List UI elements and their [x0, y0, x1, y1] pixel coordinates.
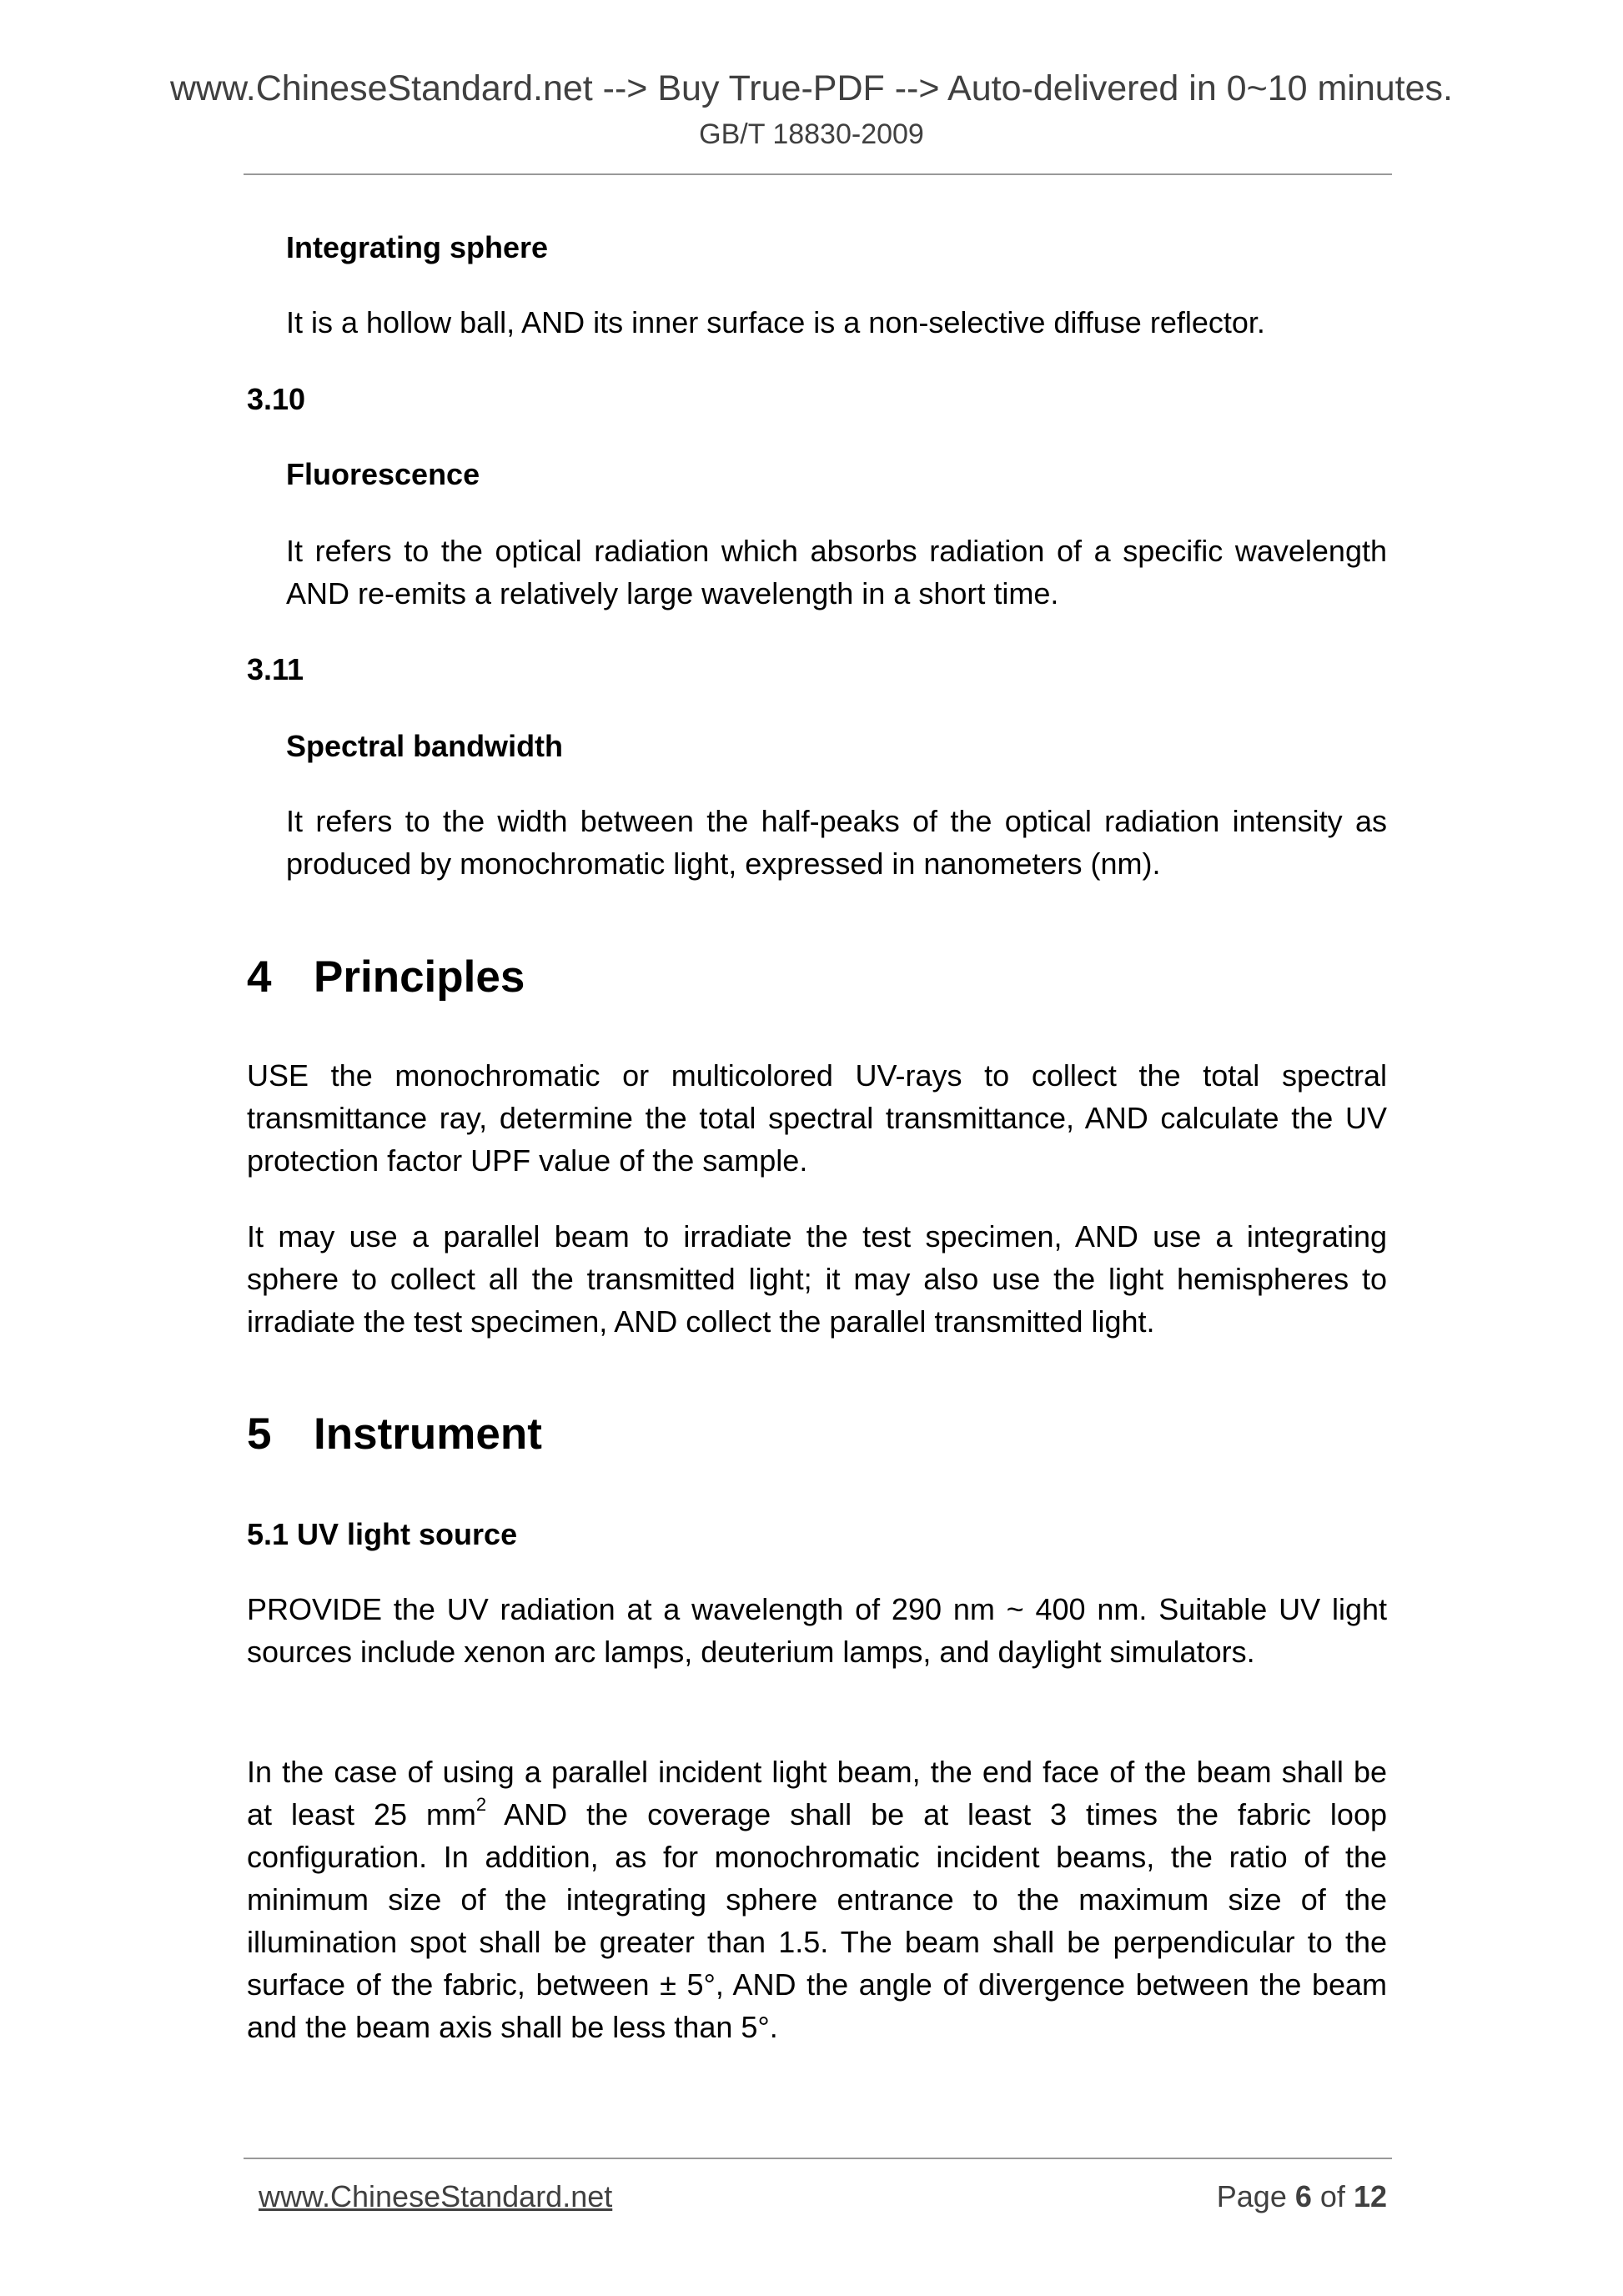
heading-title: Principles — [314, 952, 525, 1002]
superscript: 2 — [475, 1794, 487, 1815]
footer-website-link[interactable]: www.ChineseStandard.net — [259, 2179, 613, 2213]
page-total: 12 — [1353, 2179, 1387, 2213]
header-divider — [244, 173, 1392, 175]
definition-fluorescence: It refers to the optical radiation which absorbs radiation of a specific wavelength AND re-emits a relatively large wavelength in a short time. — [286, 534, 1387, 610]
text: In the case of using a parallel incident light beam, the end face of the beam shall be at least 25 mm — [247, 1755, 1387, 1831]
clause-number-3-11: 3.11 — [247, 652, 304, 686]
definition-integrating-sphere: It is a hollow ball, AND its inner surface is a non-selective diffuse reflector. — [286, 305, 1265, 339]
heading-number: 5 — [247, 1409, 272, 1459]
heading-title: Instrument — [314, 1409, 542, 1459]
subheading-uv-light-source: 5.1 UV light source — [247, 1517, 518, 1551]
heading-number: 4 — [247, 952, 272, 1002]
page-prefix: Page — [1216, 2179, 1287, 2213]
clause-number-3-10: 3.10 — [247, 382, 306, 416]
header-banner: www.ChineseStandard.net --> Buy True-PDF --> Auto-delivered in 0~10 minutes. — [169, 68, 1453, 108]
uv-source-paragraph-2 — [247, 1751, 1387, 2048]
standard-code: GB/T 18830-2009 — [699, 118, 924, 150]
page-indicator — [1217, 2178, 1387, 2215]
principles-paragraph-1: USE the monochromatic or multicolored UV-rays to collect the total spectral transmittance ray, determine the total spectral transmittance, AND calculate the UV protection factor UPF value of the sample. — [247, 1058, 1387, 1178]
text: AND the coverage shall be at least 3 times the fabric loop configuration. In addition, as for monochromatic incident beams, the ratio of the minimum size of the integrating sphere entrance to the maximum size of the illumination spot shall be greater than 1.5. The beam shall be perpendicular to the surface of the fabric, between ± 5°, AND the angle of divergence between the beam and the beam axis shall be less than 5°. — [247, 1797, 1387, 2044]
term-spectral-bandwidth: Spectral bandwidth — [286, 729, 564, 763]
principles-paragraph-2: It may use a parallel beam to irradiate the test specimen, AND use a integrating sphere to collect all the transmitted light; it may also use the light hemispheres to irradiate the test specimen, AND collect the parallel transmitted light. — [247, 1219, 1387, 1339]
page-current: 6 — [1294, 2179, 1312, 2213]
definition-spectral-bandwidth: It refers to the width between the half-peaks of the optical radiation intensity as produced by monochromatic light, expressed in nanometers (nm). — [286, 804, 1387, 881]
footer-divider — [244, 2158, 1392, 2159]
term-integrating-sphere: Integrating sphere — [286, 230, 549, 264]
heading-instrument — [247, 1409, 542, 1459]
heading-principles — [247, 952, 525, 1002]
uv-source-paragraph-1: PROVIDE the UV radiation at a wavelength of 290 nm ~ 400 nm. Suitable UV light sources include xenon arc lamps, deuterium lamps, and daylight simulators. — [247, 1592, 1387, 1669]
term-fluorescence: Fluorescence — [286, 457, 480, 491]
page-of: of — [1319, 2179, 1345, 2213]
